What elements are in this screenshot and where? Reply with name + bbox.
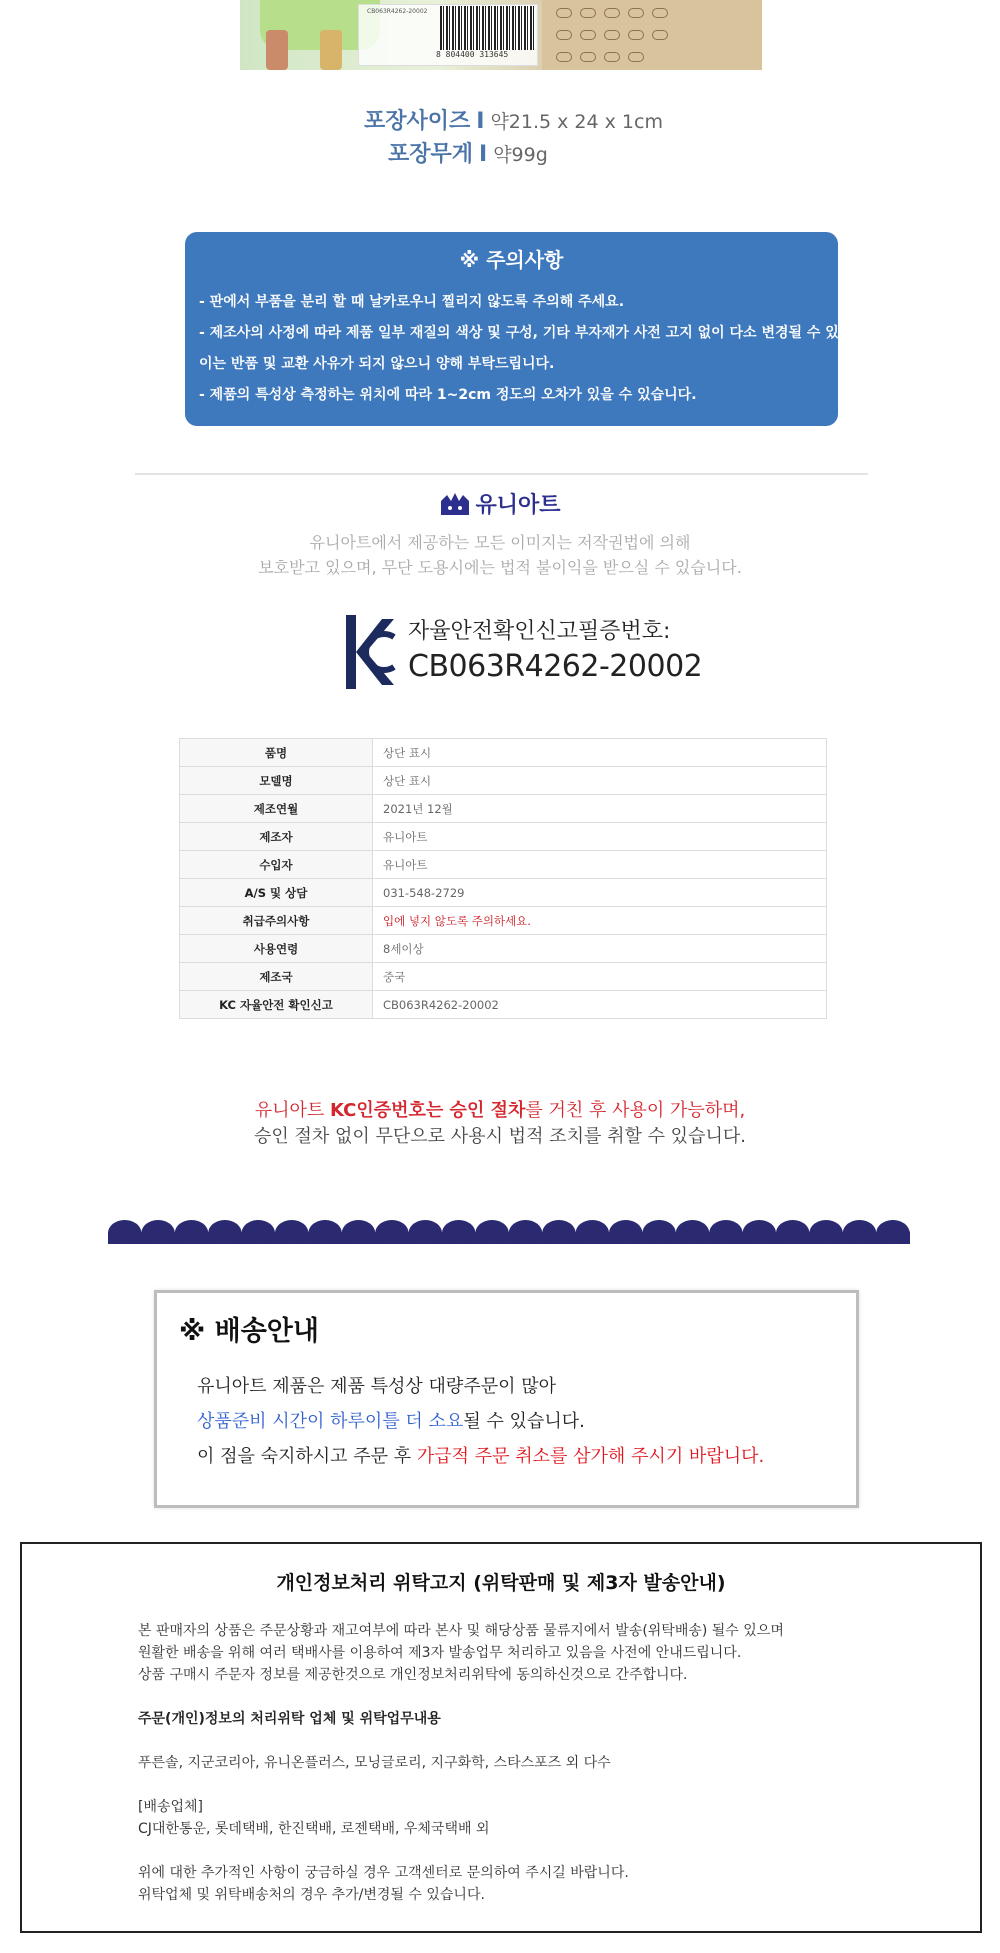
wave-divider xyxy=(108,1218,910,1244)
product-info-table xyxy=(179,738,827,1019)
barcode xyxy=(440,6,536,50)
info-table-header-cell: 수입자 xyxy=(180,851,373,879)
brand-logo xyxy=(439,488,560,519)
shipping-highlight-blue: 상품준비 시간이 하루이틀 더 소요 xyxy=(197,1411,464,1432)
shipping-line-rest: 될 수 있습니다. xyxy=(463,1411,585,1432)
product-label-code: CB063R4262-20002 xyxy=(367,8,428,15)
barcode-number: 8 804400 313645 xyxy=(436,50,509,59)
section-divider xyxy=(135,473,868,475)
kc-notice-brand: 유니아트 xyxy=(254,1100,330,1121)
package-size-separator: I xyxy=(476,109,485,134)
info-table-row xyxy=(180,991,827,1019)
info-table-row xyxy=(180,963,827,991)
info-table-value-cell: 중국 xyxy=(373,963,827,991)
caution-item: - 제품의 특성상 측정하는 위치에 따라 1~2cm 정도의 오차가 있을 수 있습니다. xyxy=(199,387,697,403)
info-table-value-cell: 상단 표시 xyxy=(373,739,827,767)
package-weight-value: 약99g xyxy=(493,144,548,166)
info-table-header-cell: 취급주의사항 xyxy=(180,907,373,935)
privacy-paragraph: 본 판매자의 상품은 주문상황과 재고여부에 따라 본사 및 해당상품 물류지에서 발송(위탁배송) 될수 있으며 xyxy=(138,1623,784,1639)
info-table-row xyxy=(180,907,827,935)
info-table-value-cell: 8세이상 xyxy=(373,935,827,963)
privacy-companies: 푸른솔, 지군코리아, 유니온플러스, 모닝글로리, 지구화학, 스타스포즈 외 다수 xyxy=(138,1755,611,1771)
privacy-notice-box xyxy=(20,1542,982,1933)
info-table-value-cell: 유니아트 xyxy=(373,823,827,851)
info-table-value-cell: 상단 표시 xyxy=(373,767,827,795)
shipping-notice-box xyxy=(154,1290,859,1508)
kc-notice-emphasis: KC인증번호는 승인 절차 xyxy=(330,1100,526,1121)
info-table-header-cell: 제조국 xyxy=(180,963,373,991)
info-table-header-cell: A/S 및 상담 xyxy=(180,879,373,907)
kc-number: CB063R4262-20002 xyxy=(408,649,703,684)
privacy-title: 개인정보처리 위탁고지 (위탁판매 및 제3자 발송안내) xyxy=(276,1572,726,1594)
info-table-row xyxy=(180,767,827,795)
kc-certification xyxy=(346,614,702,690)
thread-spool-red xyxy=(266,30,288,70)
info-table-value-cell: 유니아트 xyxy=(373,851,827,879)
info-table-row xyxy=(180,935,827,963)
shipping-title: ※ 배송안내 xyxy=(179,1316,319,1347)
caution-box xyxy=(185,232,885,426)
info-table-row xyxy=(180,879,827,907)
privacy-paragraph: 위에 대한 추가적인 사항이 궁금하실 경우 고객센터로 문의하여 주시길 바랍니다. xyxy=(138,1865,629,1881)
info-table-header-cell: 모델명 xyxy=(180,767,373,795)
privacy-paragraph: 상품 구매시 주문자 정보를 제공한것으로 개인정보처리위탁에 동의하신것으로 간주합니다. xyxy=(138,1667,688,1683)
product-image xyxy=(240,0,762,70)
kc-mark-icon xyxy=(346,615,396,689)
info-table-value-cell: 입에 넣지 않도록 주의하세요. xyxy=(373,907,827,935)
package-size-key: 포장사이즈 xyxy=(364,109,471,134)
caution-title: ※ 주의사항 xyxy=(459,248,564,272)
info-table-header-cell: 제조자 xyxy=(180,823,373,851)
crown-icon xyxy=(439,491,471,517)
info-table-value-cell: CB063R4262-20002 xyxy=(373,991,827,1019)
info-table-header-cell: KC 자율안전 확인신고 xyxy=(180,991,373,1019)
privacy-subheading: 주문(개인)정보의 처리위탁 업체 및 위탁업무내용 xyxy=(138,1711,441,1727)
package-size-value: 약21.5 x 24 x 1cm xyxy=(490,111,663,133)
package-weight-separator: I xyxy=(479,142,488,167)
privacy-paragraph: 위탁업체 및 위탁배송처의 경우 추가/변경될 수 있습니다. xyxy=(138,1887,485,1903)
info-table-header-cell: 품명 xyxy=(180,739,373,767)
wooden-parts-board xyxy=(542,0,762,70)
package-size-row xyxy=(364,104,663,135)
copyright-line: 유니아트에서 제공하는 모든 이미지는 저작권법에 의해 xyxy=(309,533,691,552)
copyright-notice xyxy=(0,530,1000,580)
caution-item: - 판에서 부품을 분리 할 때 날카로우니 찔리지 않도록 주의해 주세요. xyxy=(199,294,625,310)
thread-spool-yellow xyxy=(320,30,342,70)
info-table-row xyxy=(180,739,827,767)
info-table-row xyxy=(180,795,827,823)
brand-section xyxy=(0,488,1000,521)
shipping-highlight-red: 가급적 주문 취소를 삼가해 주시기 바랍니다. xyxy=(416,1446,765,1467)
caution-item: - 제조사의 사정에 따라 제품 일부 재질의 색상 및 구성, 기타 부자재가 사전 고지 없이 다소 변경될 수 있습니다. xyxy=(199,325,885,341)
privacy-carriers: CJ대한통운, 롯데택배, 한진택배, 로젠택배, 우체국택배 외 xyxy=(138,1821,490,1837)
info-table-row xyxy=(180,851,827,879)
kc-label: 자율안전확인신고필증번호: xyxy=(408,619,671,644)
kc-notice-rest: 를 거친 후 사용이 가능하며, xyxy=(525,1100,746,1121)
info-table-value-cell: 2021년 12월 xyxy=(373,795,827,823)
brand-name: 유니아트 xyxy=(475,493,561,518)
kc-usage-notice xyxy=(0,1098,1000,1150)
copyright-line: 보호받고 있으며, 무단 도용시에는 법적 불이익을 받으실 수 있습니다. xyxy=(258,558,742,577)
info-table-header-cell: 제조연월 xyxy=(180,795,373,823)
info-table-row xyxy=(180,823,827,851)
privacy-carrier-heading: [배송업체] xyxy=(138,1799,204,1815)
info-table-value-cell: 031-548-2729 xyxy=(373,879,827,907)
info-table-header-cell: 사용연령 xyxy=(180,935,373,963)
caution-item: 이는 반품 및 교환 사유가 되지 않으니 양해 부탁드립니다. xyxy=(199,356,555,372)
shipping-line: 유니아트 제품은 제품 특성상 대량주문이 많아 xyxy=(197,1376,556,1397)
shipping-line-start: 이 점을 숙지하시고 주문 후 xyxy=(197,1446,417,1467)
kc-notice-line2: 승인 절차 없이 무단으로 사용시 법적 조치를 취할 수 있습니다. xyxy=(254,1126,746,1147)
privacy-paragraph: 원활한 배송을 위해 여러 택배사를 이용하여 제3자 발송업무 처리하고 있음을 사전에 안내드립니다. xyxy=(138,1645,742,1661)
package-weight-key: 포장무게 xyxy=(388,142,474,167)
package-weight-row xyxy=(388,137,548,168)
